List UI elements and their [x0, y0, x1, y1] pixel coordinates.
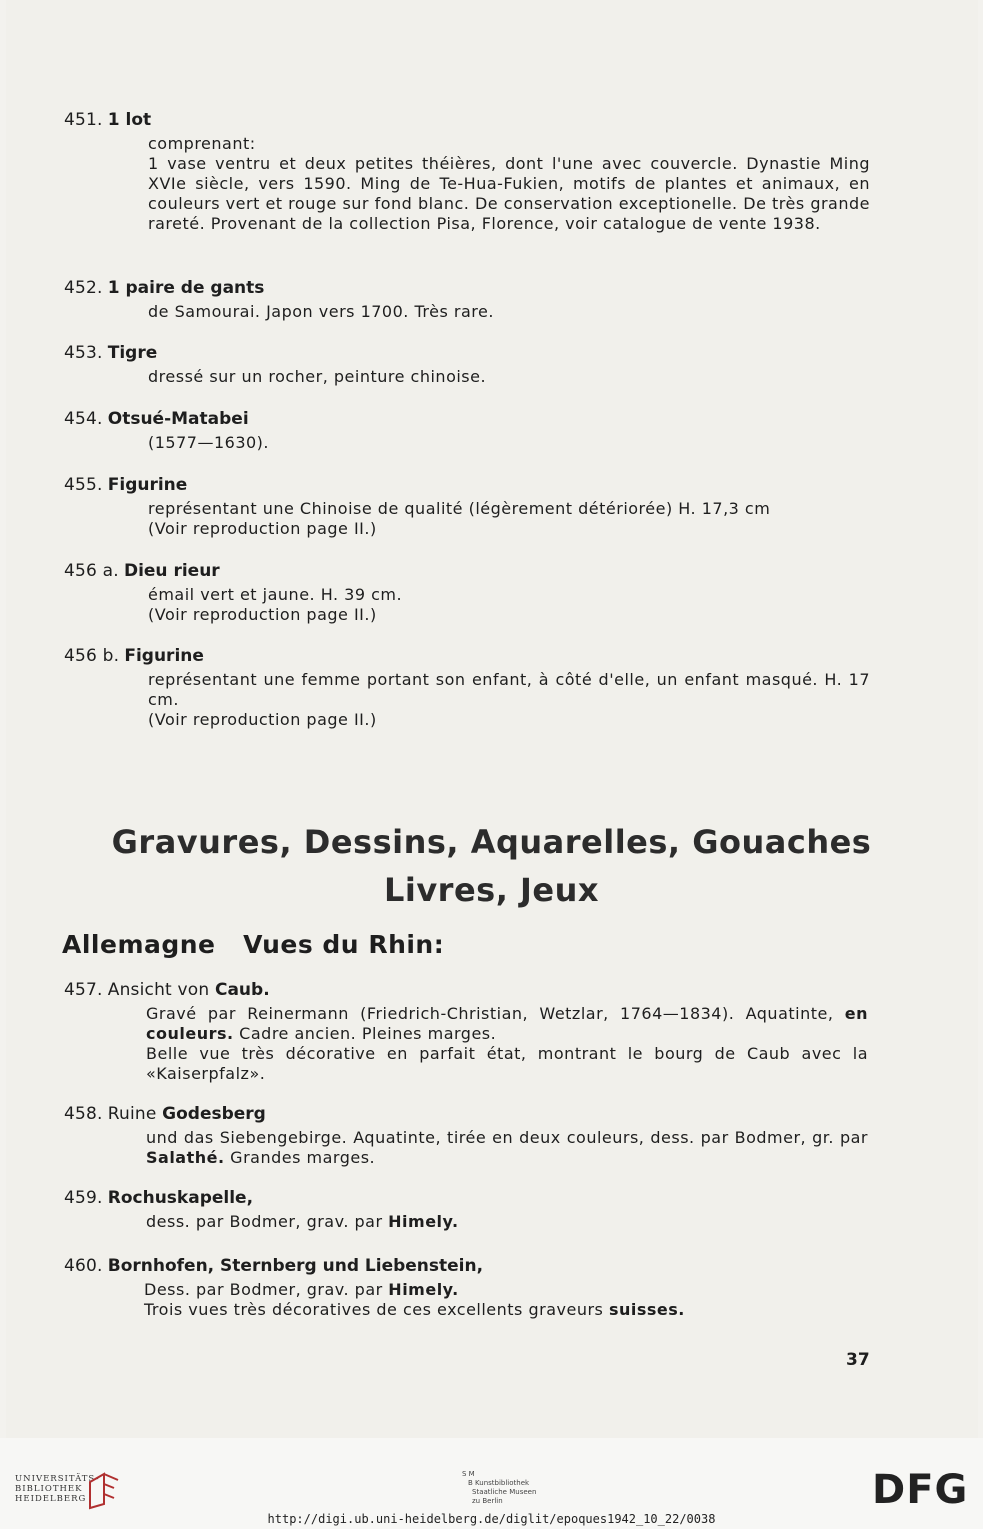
entry-heading: Caub. [214, 980, 270, 1000]
section-title-line2: Livres, Jeux [383, 871, 600, 909]
entry-line: (Voir reproduction page II.) [148, 710, 377, 729]
catalog-entry-455 [64, 475, 884, 539]
entry-text: dess. par Bodmer, grav. par [146, 1212, 389, 1231]
entry-number: 456 a. [64, 561, 119, 581]
entry-line: (Voir reproduction page II.) [148, 519, 377, 538]
dfg-logo[interactable]: DFG [872, 1467, 969, 1513]
entry-heading: Figurine [107, 475, 188, 495]
entry-line [146, 1128, 868, 1168]
source-url-link[interactable]: http://digi.ub.uni-heidelberg.de/diglit/epoques1942_10_22/0038 [267, 1512, 716, 1526]
catalog-entry-451 [64, 110, 884, 234]
entry-number: 453. [64, 343, 103, 363]
catalog-entry-459 [64, 1188, 884, 1232]
logo-text: UNIVERSITÄTS- [15, 1474, 100, 1484]
entry-line: Belle vue très décorative en parfait état, montrant le bourg de Caub avec la «Kaiserpfalz». [146, 1044, 868, 1083]
catalog-entry-457 [64, 980, 884, 1084]
entry-heading-prefix: Ansicht von [107, 980, 215, 1000]
entry-number: 457. [64, 980, 103, 1000]
subsection-title: Allemagne Vues du Rhin: [62, 930, 445, 959]
entry-number: 451. [64, 110, 103, 130]
entry-description [146, 1128, 868, 1168]
entry-heading: Rochuskapelle, [107, 1188, 254, 1208]
catalog-entry-452 [64, 278, 884, 322]
entry-number: 460. [64, 1256, 103, 1276]
entry-number: 454. [64, 409, 103, 429]
entry-number: 456 b. [64, 646, 120, 666]
entry-line [144, 1280, 866, 1300]
entry-heading: Figurine [124, 646, 204, 666]
entry-description [144, 1280, 866, 1320]
entry-line: représentant une femme portant son enfant, à côté d'elle, un enfant masqué. H. 17 cm. [148, 670, 870, 709]
university-library-logo[interactable] [15, 1474, 99, 1504]
entry-line: (1577—1630). [148, 433, 270, 452]
entry-line: 1 vase ventru et deux petites théières, dont l'une avec couvercle. Dynastie Ming XVIe siècle, vers 1590. Ming de Te-Hua-Fukien, motifs de plantes et animaux, en couleurs vert et rouge sur fond blanc. De conservation exceptionelle. De très grande rareté. Provenant de la collection Pisa, Florence, voir catalogue de vente 1938. [148, 154, 870, 233]
section-title-line1: Gravures, Dessins, Aquarelles, Gouaches [111, 823, 872, 861]
entry-text: Trois vues très décoratives de ces excellents graveurs [144, 1300, 609, 1319]
entry-description [146, 1212, 868, 1232]
entry-line: comprenant: [148, 134, 256, 153]
logo-text: BIBLIOTHEK [15, 1484, 83, 1494]
entry-description [148, 585, 870, 625]
entry-heading-prefix: Ruine [107, 1104, 163, 1124]
entry-description [148, 134, 870, 234]
entry-heading: 1 paire de gants [107, 278, 265, 298]
entry-text: und das Siebengebirge. Aquatinte, tirée en deux couleurs, dess. par Bodmer, gr. par [146, 1128, 868, 1147]
catalog-entry-453 [64, 343, 884, 387]
entry-line: représentant une Chinoise de qualité (légèrement détériorée) H. 17,3 cm [148, 499, 771, 518]
entry-description [146, 1004, 868, 1084]
entry-line [144, 1300, 866, 1320]
logo-text: HEIDELBERG [15, 1494, 87, 1504]
page-number: 37 [846, 1350, 870, 1370]
entry-line [146, 1004, 868, 1044]
entry-line: émail vert et jaune. H. 39 cm. [148, 585, 403, 604]
logo-text: Staatliche Museen [472, 1488, 537, 1496]
entry-emphasis: Himely. [388, 1212, 459, 1231]
entry-heading: 1 lot [107, 110, 152, 130]
entry-heading: Godesberg [162, 1104, 266, 1124]
entry-emphasis: Salathé. [146, 1148, 225, 1167]
university-emblem-icon [88, 1470, 120, 1510]
logo-text: S M [462, 1470, 475, 1478]
kunstbibliothek-logo[interactable] [462, 1470, 536, 1506]
entry-text: Gravé par Reinermann (Friedrich-Christian, Wetzlar, 1764—1834). Aquatinte, [146, 1004, 845, 1023]
entry-number: 458. [64, 1104, 103, 1124]
entry-emphasis: suisses. [608, 1300, 685, 1319]
entry-number: 459. [64, 1188, 103, 1208]
entry-description [148, 433, 870, 453]
entry-heading: Tigre [107, 343, 158, 363]
entry-description [148, 499, 870, 539]
entry-emphasis: Himely. [388, 1280, 459, 1299]
entry-line: (Voir reproduction page II.) [148, 605, 377, 624]
catalog-entry-458 [64, 1104, 884, 1168]
catalog-entry-460 [64, 1256, 884, 1320]
entry-description [148, 302, 870, 322]
entry-heading: Otsué-Matabei [107, 409, 249, 429]
entry-heading: Dieu rieur [123, 561, 220, 581]
entry-number: 452. [64, 278, 103, 298]
logo-text: B Kunstbibliothek [468, 1479, 530, 1487]
entry-number: 455. [64, 475, 103, 495]
entry-text: Cadre ancien. Pleines marges. [233, 1024, 497, 1043]
entry-description [148, 367, 870, 387]
entry-heading: Bornhofen, Sternberg und Liebenstein, [107, 1256, 484, 1276]
entry-text: Dess. par Bodmer, grav. par [144, 1280, 389, 1299]
entry-line: de Samourai. Japon vers 1700. Très rare. [148, 302, 494, 321]
entry-line [146, 1212, 868, 1232]
catalog-entry-456b [64, 646, 884, 730]
catalog-entry-454 [64, 409, 884, 453]
entry-line: dressé sur un rocher, peinture chinoise. [148, 367, 487, 386]
logo-text: zu Berlin [472, 1497, 503, 1505]
catalog-entry-456a [64, 561, 884, 625]
entry-description [148, 670, 870, 730]
entry-text: Grandes marges. [224, 1148, 376, 1167]
entry-emphasis: en couleurs. [146, 1004, 868, 1043]
